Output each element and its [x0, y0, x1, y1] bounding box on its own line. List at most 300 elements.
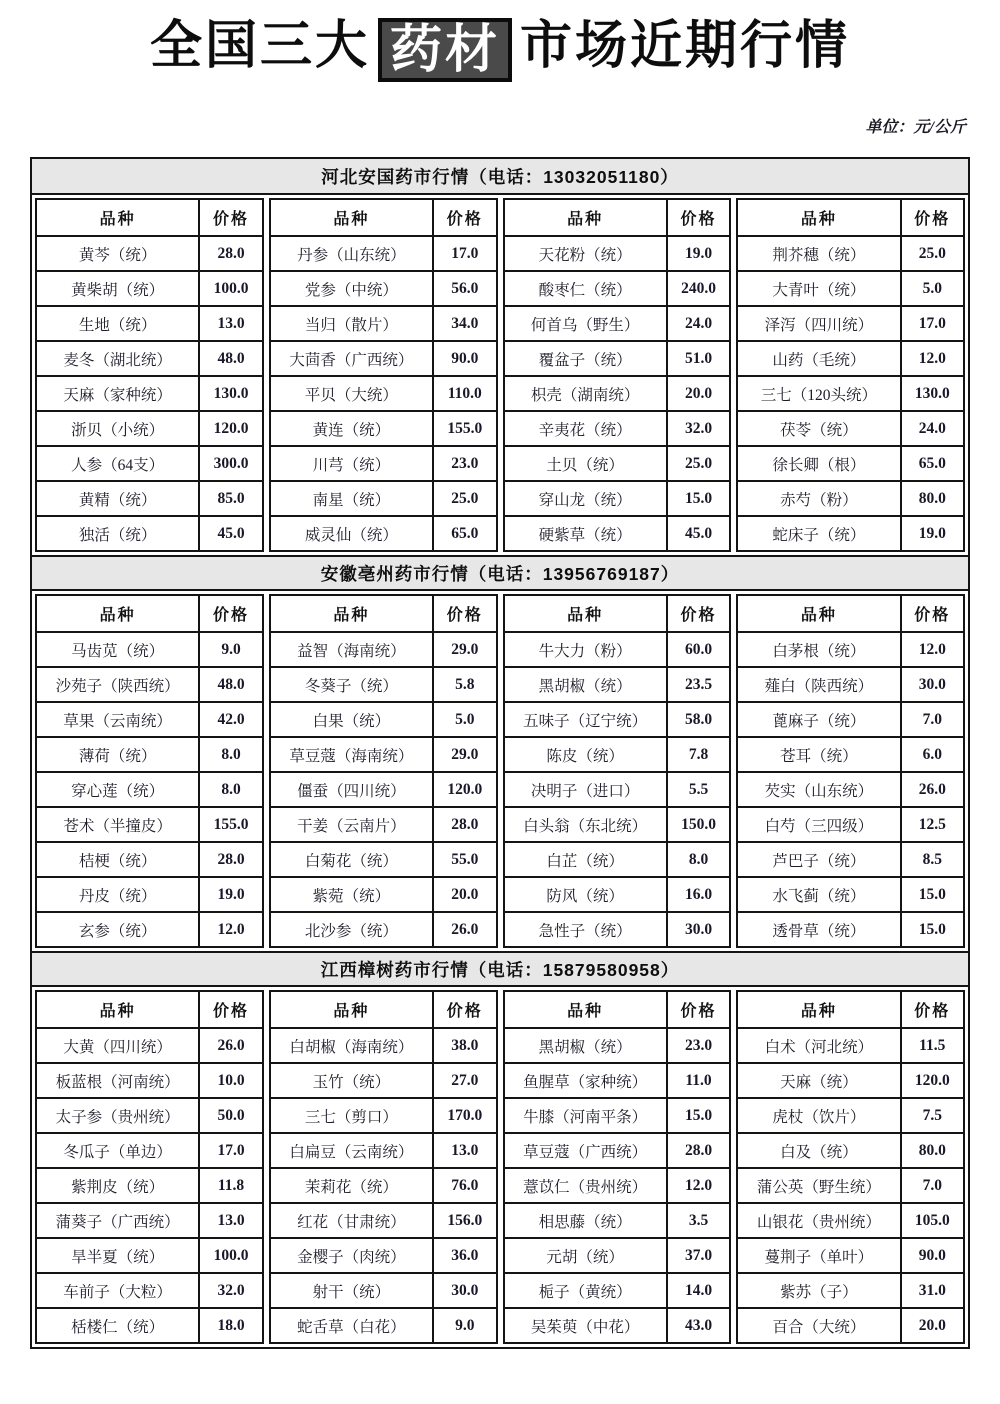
- herb-price: 25.0: [433, 481, 497, 516]
- herb-price: 38.0: [433, 1028, 497, 1063]
- herb-name: 山银花（贵州统）: [737, 1203, 900, 1238]
- variety-column-header: 品种: [504, 595, 667, 632]
- table-row: [270, 1273, 497, 1308]
- herb-price: 27.0: [433, 1063, 497, 1098]
- herb-price: 25.0: [901, 236, 965, 271]
- herb-name: 水飞蓟（统）: [737, 877, 900, 912]
- herb-price: 31.0: [901, 1273, 965, 1308]
- herb-price: 7.0: [901, 1168, 965, 1203]
- table-row: [36, 702, 263, 737]
- herb-name: 草果（云南统）: [36, 702, 199, 737]
- herb-price: 11.5: [901, 1028, 965, 1063]
- herb-name: 薄荷（统）: [36, 737, 199, 772]
- price-column-header: 价格: [901, 199, 965, 236]
- herb-price: 28.0: [433, 807, 497, 842]
- herb-name: 紫苏（子）: [737, 1273, 900, 1308]
- herb-name: 土贝（统）: [504, 446, 667, 481]
- page-title-suffix: 市场近期行情: [520, 17, 851, 75]
- herb-name: 白菊花（统）: [270, 842, 433, 877]
- herb-price: 65.0: [433, 516, 497, 551]
- herb-name: 蒲葵子（广西统）: [36, 1203, 199, 1238]
- herb-price: 100.0: [199, 271, 263, 306]
- table-row: [36, 1133, 263, 1168]
- market-tables-row: [32, 195, 968, 555]
- herb-price: 7.0: [901, 702, 965, 737]
- herb-price: 120.0: [199, 411, 263, 446]
- herb-name: 草豆蔻（海南统）: [270, 737, 433, 772]
- table-row: [504, 807, 731, 842]
- herb-name: 三七（剪口）: [270, 1098, 433, 1133]
- herb-name: 射干（统）: [270, 1273, 433, 1308]
- herb-price: 30.0: [433, 1273, 497, 1308]
- herb-name: 牛大力（粉）: [504, 632, 667, 667]
- herb-name: 天麻（统）: [737, 1063, 900, 1098]
- table-row: [36, 376, 263, 411]
- variety-column-header: 品种: [270, 991, 433, 1028]
- table-row: [36, 411, 263, 446]
- table-row: [504, 236, 731, 271]
- herb-name: 蒲公英（野生统）: [737, 1168, 900, 1203]
- herb-name: 生地（统）: [36, 306, 199, 341]
- herb-price: 13.0: [199, 306, 263, 341]
- table-row: [737, 807, 964, 842]
- herb-name: 白头翁（东北统）: [504, 807, 667, 842]
- table-row: [737, 516, 964, 551]
- herb-price: 30.0: [901, 667, 965, 702]
- herb-price: 37.0: [667, 1238, 731, 1273]
- table-row: [504, 1133, 731, 1168]
- herb-price: 3.5: [667, 1203, 731, 1238]
- table-row: [36, 632, 263, 667]
- variety-column-header: 品种: [36, 199, 199, 236]
- herb-price: 30.0: [667, 912, 731, 947]
- herb-price: 80.0: [901, 1133, 965, 1168]
- herb-price: 24.0: [667, 306, 731, 341]
- herb-name: 急性子（统）: [504, 912, 667, 947]
- table-row: [504, 1273, 731, 1308]
- table-row: [36, 516, 263, 551]
- herb-price: 20.0: [433, 877, 497, 912]
- herb-price: 60.0: [667, 632, 731, 667]
- herb-price: 105.0: [901, 1203, 965, 1238]
- price-column-header: 价格: [199, 199, 263, 236]
- table-row: [504, 341, 731, 376]
- table-row: [737, 842, 964, 877]
- price-column-header: 价格: [433, 199, 497, 236]
- herb-price: 48.0: [199, 667, 263, 702]
- herb-price: 23.0: [433, 446, 497, 481]
- table-row: [737, 236, 964, 271]
- herb-name: 桔梗（统）: [36, 842, 199, 877]
- herb-name: 栝楼仁（统）: [36, 1308, 199, 1343]
- table-row: [270, 1063, 497, 1098]
- table-row: [270, 1168, 497, 1203]
- herb-price: 26.0: [433, 912, 497, 947]
- herb-price: 17.0: [433, 236, 497, 271]
- herb-name: 大茴香（广西统）: [270, 341, 433, 376]
- herb-price: 90.0: [901, 1238, 965, 1273]
- table-row: [270, 236, 497, 271]
- price-column-header: 价格: [667, 595, 731, 632]
- table-row: [270, 1133, 497, 1168]
- herb-price: 120.0: [433, 772, 497, 807]
- herb-price: 13.0: [433, 1133, 497, 1168]
- herb-price: 36.0: [433, 1238, 497, 1273]
- price-column-header: 价格: [667, 199, 731, 236]
- herb-name: 白术（河北统）: [737, 1028, 900, 1063]
- table-header-row: [504, 199, 731, 236]
- table-row: [270, 842, 497, 877]
- herb-price: 34.0: [433, 306, 497, 341]
- table-row: [504, 306, 731, 341]
- herb-name: 吴茱萸（中花）: [504, 1308, 667, 1343]
- herb-price: 8.0: [199, 737, 263, 772]
- table-row: [270, 772, 497, 807]
- herb-price: 32.0: [667, 411, 731, 446]
- herb-price: 19.0: [901, 516, 965, 551]
- herb-price: 28.0: [199, 236, 263, 271]
- price-column-header: 价格: [667, 991, 731, 1028]
- herb-price: 300.0: [199, 446, 263, 481]
- herb-name: 山药（毛统）: [737, 341, 900, 376]
- table-row: [270, 341, 497, 376]
- herb-price: 45.0: [667, 516, 731, 551]
- table-row: [36, 737, 263, 772]
- price-table-1: [35, 990, 264, 1344]
- table-row: [504, 1028, 731, 1063]
- herb-price: 29.0: [433, 737, 497, 772]
- table-row: [737, 481, 964, 516]
- herb-name: 赤芍（粉）: [737, 481, 900, 516]
- herb-name: 益智（海南统）: [270, 632, 433, 667]
- table-header-row: [504, 991, 731, 1028]
- herb-name: 金樱子（肉统）: [270, 1238, 433, 1273]
- herb-name: 浙贝（小统）: [36, 411, 199, 446]
- table-row: [504, 1098, 731, 1133]
- herb-name: 黑胡椒（统）: [504, 667, 667, 702]
- table-row: [737, 446, 964, 481]
- variety-column-header: 品种: [270, 199, 433, 236]
- herb-price: 28.0: [667, 1133, 731, 1168]
- herb-price: 51.0: [667, 341, 731, 376]
- table-row: [270, 411, 497, 446]
- herb-name: 大黄（四川统）: [36, 1028, 199, 1063]
- herb-price: 170.0: [433, 1098, 497, 1133]
- herb-name: 威灵仙（统）: [270, 516, 433, 551]
- price-table-4: [736, 594, 965, 948]
- herb-name: 党参（中统）: [270, 271, 433, 306]
- herb-price: 12.0: [901, 632, 965, 667]
- table-row: [270, 1308, 497, 1343]
- table-header-row: [36, 199, 263, 236]
- title-boxed-word: 药材: [378, 18, 512, 82]
- herb-name: 薏苡仁（贵州统）: [504, 1168, 667, 1203]
- market-tables-row: [32, 591, 968, 951]
- table-row: [737, 667, 964, 702]
- herb-price: 7.8: [667, 737, 731, 772]
- variety-column-header: 品种: [36, 991, 199, 1028]
- herb-price: 9.0: [433, 1308, 497, 1343]
- table-row: [737, 1168, 964, 1203]
- herb-name: 黄精（统）: [36, 481, 199, 516]
- table-row: [36, 667, 263, 702]
- herb-price: 23.0: [667, 1028, 731, 1063]
- herb-name: 川芎（统）: [270, 446, 433, 481]
- herb-name: 酸枣仁（统）: [504, 271, 667, 306]
- herb-price: 12.0: [667, 1168, 731, 1203]
- herb-name: 冬葵子（统）: [270, 667, 433, 702]
- table-row: [504, 667, 731, 702]
- table-row: [737, 1203, 964, 1238]
- variety-column-header: 品种: [504, 199, 667, 236]
- table-row: [270, 271, 497, 306]
- herb-price: 42.0: [199, 702, 263, 737]
- herb-price: 13.0: [199, 1203, 263, 1238]
- variety-column-header: 品种: [737, 199, 900, 236]
- herb-price: 156.0: [433, 1203, 497, 1238]
- table-row: [737, 411, 964, 446]
- table-row: [504, 1308, 731, 1343]
- herb-price: 155.0: [433, 411, 497, 446]
- price-table-4: [736, 990, 965, 1344]
- table-row: [737, 1238, 964, 1273]
- herb-name: 大青叶（统）: [737, 271, 900, 306]
- table-row: [737, 306, 964, 341]
- price-tables-frame: [30, 157, 970, 1349]
- herb-name: 天麻（家种统）: [36, 376, 199, 411]
- herb-name: 黄柴胡（统）: [36, 271, 199, 306]
- herb-name: 芡实（山东统）: [737, 772, 900, 807]
- table-row: [737, 376, 964, 411]
- herb-price: 48.0: [199, 341, 263, 376]
- herb-name: 苍术（半撞皮）: [36, 807, 199, 842]
- price-table-2: [269, 198, 498, 552]
- price-column-header: 价格: [199, 595, 263, 632]
- herb-price: 45.0: [199, 516, 263, 551]
- table-row: [270, 667, 497, 702]
- table-row: [270, 1098, 497, 1133]
- herb-name: 虎杖（饮片）: [737, 1098, 900, 1133]
- herb-name: 黄芩（统）: [36, 236, 199, 271]
- herb-price: 29.0: [433, 632, 497, 667]
- price-table-1: [35, 594, 264, 948]
- herb-name: 相思藤（统）: [504, 1203, 667, 1238]
- table-row: [36, 1308, 263, 1343]
- page-title-prefix: 全国三大: [149, 17, 370, 75]
- herb-price: 12.0: [901, 341, 965, 376]
- herb-price: 65.0: [901, 446, 965, 481]
- herb-name: 当归（散片）: [270, 306, 433, 341]
- table-row: [737, 1028, 964, 1063]
- market-section-header: 安徽亳州药市行情（电话：13956769187）: [32, 555, 968, 591]
- unit-note: 单位：元/公斤: [865, 119, 966, 137]
- herb-price: 5.8: [433, 667, 497, 702]
- table-row: [270, 877, 497, 912]
- herb-price: 55.0: [433, 842, 497, 877]
- herb-name: 栀子（黄统）: [504, 1273, 667, 1308]
- table-row: [504, 271, 731, 306]
- herb-price: 15.0: [901, 912, 965, 947]
- table-header-row: [36, 991, 263, 1028]
- table-row: [36, 1203, 263, 1238]
- herb-price: 120.0: [901, 1063, 965, 1098]
- herb-price: 5.0: [433, 702, 497, 737]
- table-row: [270, 737, 497, 772]
- herb-price: 19.0: [667, 236, 731, 271]
- herb-price: 18.0: [199, 1308, 263, 1343]
- herb-name: 旱半夏（统）: [36, 1238, 199, 1273]
- table-row: [737, 702, 964, 737]
- table-row: [504, 912, 731, 947]
- herb-name: 太子参（贵州统）: [36, 1098, 199, 1133]
- herb-name: 天花粉（统）: [504, 236, 667, 271]
- table-row: [36, 1063, 263, 1098]
- price-table-2: [269, 594, 498, 948]
- herb-price: 8.0: [667, 842, 731, 877]
- table-header-row: [270, 991, 497, 1028]
- table-row: [270, 632, 497, 667]
- herb-name: 透骨草（统）: [737, 912, 900, 947]
- herb-name: 荆芥穗（统）: [737, 236, 900, 271]
- herb-name: 茉莉花（统）: [270, 1168, 433, 1203]
- herb-name: 紫荆皮（统）: [36, 1168, 199, 1203]
- table-row: [36, 341, 263, 376]
- variety-column-header: 品种: [737, 595, 900, 632]
- table-row: [270, 1028, 497, 1063]
- table-row: [36, 1168, 263, 1203]
- market-section-header: 江西樟树药市行情（电话：15879580958）: [32, 951, 968, 987]
- herb-name: 草豆蔻（广西统）: [504, 1133, 667, 1168]
- herb-price: 25.0: [667, 446, 731, 481]
- herb-name: 元胡（统）: [504, 1238, 667, 1273]
- table-header-row: [737, 199, 964, 236]
- herb-price: 50.0: [199, 1098, 263, 1133]
- table-row: [737, 1133, 964, 1168]
- herb-price: 28.0: [199, 842, 263, 877]
- herb-name: 车前子（大粒）: [36, 1273, 199, 1308]
- herb-price: 43.0: [667, 1308, 731, 1343]
- herb-price: 6.0: [901, 737, 965, 772]
- herb-name: 枳壳（湖南统）: [504, 376, 667, 411]
- herb-name: 百合（大统）: [737, 1308, 900, 1343]
- herb-name: 干姜（云南片）: [270, 807, 433, 842]
- herb-name: 蛇床子（统）: [737, 516, 900, 551]
- herb-name: 覆盆子（统）: [504, 341, 667, 376]
- table-row: [270, 912, 497, 947]
- herb-name: 茯苓（统）: [737, 411, 900, 446]
- table-row: [737, 1098, 964, 1133]
- herb-price: 14.0: [667, 1273, 731, 1308]
- herb-price: 15.0: [667, 481, 731, 516]
- table-row: [504, 411, 731, 446]
- table-row: [737, 1273, 964, 1308]
- herb-price: 19.0: [199, 877, 263, 912]
- herb-name: 硬紫草（统）: [504, 516, 667, 551]
- herb-name: 陈皮（统）: [504, 737, 667, 772]
- herb-name: 徐长卿（根）: [737, 446, 900, 481]
- herb-name: 冬瓜子（单边）: [36, 1133, 199, 1168]
- herb-price: 9.0: [199, 632, 263, 667]
- table-row: [36, 446, 263, 481]
- herb-price: 7.5: [901, 1098, 965, 1133]
- herb-name: 白芍（三四级）: [737, 807, 900, 842]
- herb-price: 90.0: [433, 341, 497, 376]
- herb-price: 26.0: [199, 1028, 263, 1063]
- herb-price: 110.0: [433, 376, 497, 411]
- price-column-header: 价格: [901, 991, 965, 1028]
- table-row: [36, 912, 263, 947]
- herb-name: 玉竹（统）: [270, 1063, 433, 1098]
- herb-price: 11.8: [199, 1168, 263, 1203]
- table-header-row: [737, 595, 964, 632]
- table-row: [270, 516, 497, 551]
- herb-price: 150.0: [667, 807, 731, 842]
- table-row: [270, 1238, 497, 1273]
- herb-price: 240.0: [667, 271, 731, 306]
- table-row: [504, 772, 731, 807]
- table-row: [270, 702, 497, 737]
- herb-name: 薤白（陕西统）: [737, 667, 900, 702]
- table-row: [36, 271, 263, 306]
- herb-price: 85.0: [199, 481, 263, 516]
- herb-name: 穿山龙（统）: [504, 481, 667, 516]
- variety-column-header: 品种: [270, 595, 433, 632]
- table-row: [737, 632, 964, 667]
- table-row: [36, 772, 263, 807]
- table-row: [504, 376, 731, 411]
- price-column-header: 价格: [901, 595, 965, 632]
- table-row: [504, 737, 731, 772]
- table-row: [36, 1028, 263, 1063]
- herb-price: 16.0: [667, 877, 731, 912]
- table-row: [270, 376, 497, 411]
- table-header-row: [737, 991, 964, 1028]
- table-row: [504, 1203, 731, 1238]
- herb-name: 白芷（统）: [504, 842, 667, 877]
- price-column-header: 价格: [199, 991, 263, 1028]
- herb-price: 8.0: [199, 772, 263, 807]
- herb-name: 丹参（山东统）: [270, 236, 433, 271]
- market-section-1: [32, 159, 968, 555]
- herb-name: 蓖麻子（统）: [737, 702, 900, 737]
- herb-price: 24.0: [901, 411, 965, 446]
- table-row: [504, 842, 731, 877]
- herb-name: 北沙参（统）: [270, 912, 433, 947]
- table-row: [36, 807, 263, 842]
- herb-price: 80.0: [901, 481, 965, 516]
- table-header-row: [270, 199, 497, 236]
- herb-name: 五味子（辽宁统）: [504, 702, 667, 737]
- table-row: [504, 877, 731, 912]
- herb-name: 牛膝（河南平条）: [504, 1098, 667, 1133]
- table-row: [36, 236, 263, 271]
- herb-price: 58.0: [667, 702, 731, 737]
- table-row: [737, 341, 964, 376]
- herb-price: 11.0: [667, 1063, 731, 1098]
- table-row: [504, 516, 731, 551]
- herb-price: 20.0: [667, 376, 731, 411]
- table-header-row: [36, 595, 263, 632]
- herb-name: 麦冬（湖北统）: [36, 341, 199, 376]
- table-row: [737, 772, 964, 807]
- price-column-header: 价格: [433, 991, 497, 1028]
- herb-name: 马齿苋（统）: [36, 632, 199, 667]
- herb-price: 76.0: [433, 1168, 497, 1203]
- herb-price: 155.0: [199, 807, 263, 842]
- table-row: [504, 1063, 731, 1098]
- herb-name: 南星（统）: [270, 481, 433, 516]
- table-row: [36, 1238, 263, 1273]
